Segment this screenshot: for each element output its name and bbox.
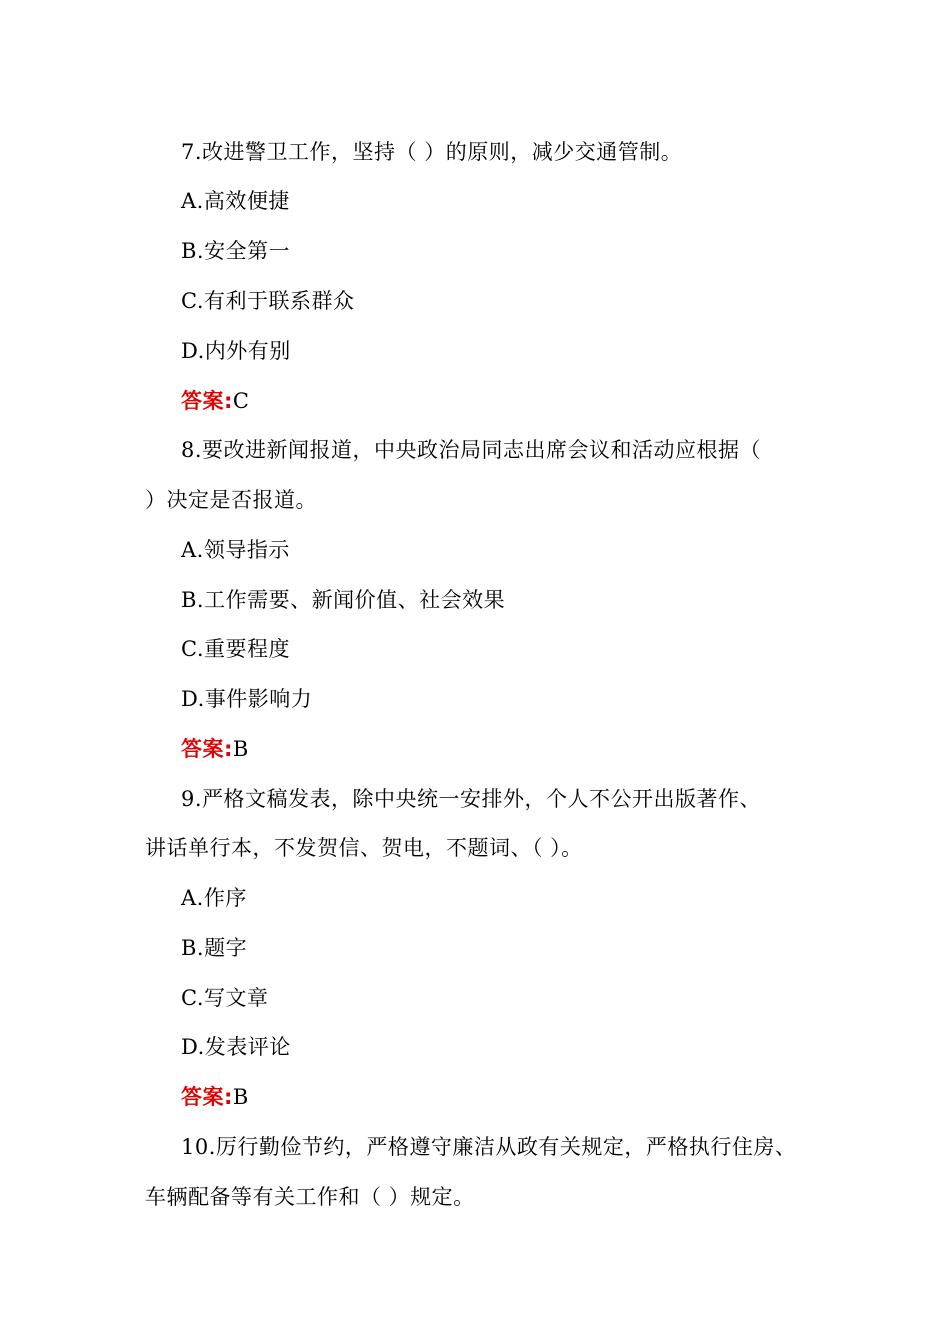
- question-8-option-d: D.事件影响力: [181, 687, 313, 711]
- question-7-stem: 7.改进警卫工作，坚持（ ）的原则，减少交通管制。: [181, 140, 683, 164]
- question-9-answer: [181, 1082, 249, 1112]
- question-7-option-c: C.有利于联系群众: [181, 289, 355, 313]
- question-9-option-b: B.题字: [181, 936, 248, 960]
- question-10-stem: 10.厉行勤俭节约，严格遵守廉洁从政有关规定，严格执行住房、: [181, 1135, 797, 1159]
- question-8-option-a: A.领导指示: [181, 538, 290, 562]
- question-8-answer: [181, 734, 249, 764]
- answer-value: B: [232, 1085, 249, 1109]
- question-10-stem-continued: 车辆配备等有关工作和（ ）规定。: [145, 1185, 475, 1209]
- question-7-option-b: B.安全第一: [181, 239, 291, 263]
- question-9-stem-continued: 讲话单行本，不发贺信、贺电，不题词、（ ）。: [145, 836, 583, 860]
- question-8-stem-continued: ）决定是否报道。: [145, 488, 317, 512]
- answer-label: 答案:: [181, 389, 233, 413]
- question-8-option-c: C.重要程度: [181, 637, 290, 661]
- question-7-answer: [181, 386, 249, 416]
- question-9-stem: 9.严格文稿发表，除中央统一安排外，个人不公开出版著作、: [181, 787, 762, 811]
- question-8-stem: 8.要改进新闻报道，中央政治局同志出席会议和活动应根据（: [181, 438, 762, 462]
- question-8-option-b: B.工作需要、新闻价值、社会效果: [181, 588, 506, 612]
- answer-value: C: [232, 389, 250, 413]
- question-9-option-c: C.写文章: [181, 986, 269, 1010]
- question-7-option-a: A.高效便捷: [181, 189, 290, 213]
- question-9-option-a: A.作序: [181, 886, 247, 910]
- question-7-option-d: D.内外有别: [181, 339, 291, 363]
- question-9-option-d: D.发表评论: [181, 1035, 291, 1059]
- answer-value: B: [232, 737, 249, 761]
- answer-label: 答案:: [181, 1085, 233, 1109]
- answer-label: 答案:: [181, 737, 233, 761]
